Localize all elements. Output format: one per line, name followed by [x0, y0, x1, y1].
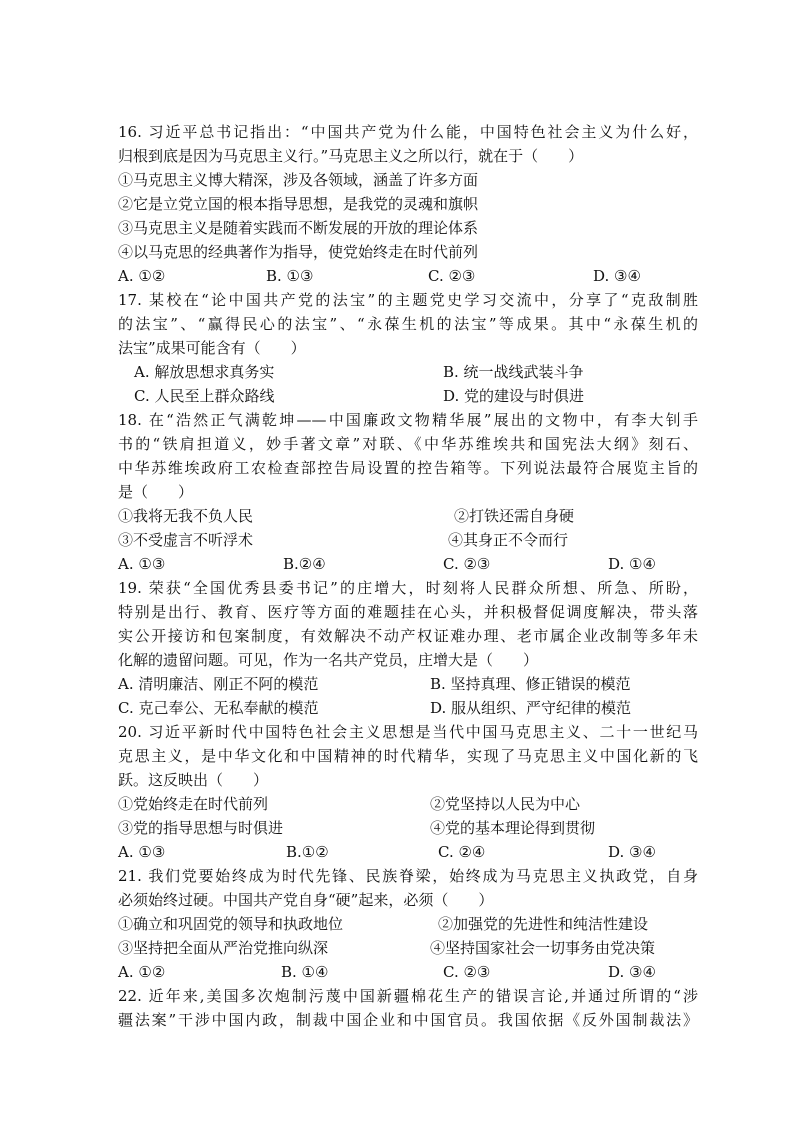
option-b: B.①②: [286, 843, 329, 861]
option-d: D. 党的建设与时俱进: [443, 387, 585, 405]
exam-page: [118, 120, 698, 1032]
question-stem-line: 实公开接访和包案制度，有效解决不动产权证难办理、老市属企业改制等多年未: [118, 627, 698, 645]
option-a: A. ①②: [118, 267, 166, 285]
question-stem-line: 19. 荣获“全国优秀县委书记”的庄增大，时刻将人民群众所想、所急、所盼，: [118, 579, 698, 597]
option-d: D. ①④: [608, 555, 656, 573]
question-stem-line: 疆法案”干涉中国内政，制裁中国企业和中国官员。我国依据《反外国制裁法》: [118, 1011, 698, 1029]
statement: ①我将无我不负人民: [118, 507, 254, 525]
statement: ②党坚持以人民为中心: [430, 795, 581, 813]
statement-row: [118, 912, 698, 936]
option-d: D. 服从组织、严守纪律的模范: [430, 699, 632, 717]
statement-row: [118, 816, 698, 840]
option-c: C. ②③: [428, 267, 476, 285]
option-row: [118, 384, 698, 408]
question-17: [118, 288, 698, 408]
question-stem-line: 中华苏维埃政府工农检查部控告局设置的控告箱等。下列说法最符合展览主旨的: [118, 459, 698, 477]
question-16: [118, 120, 698, 288]
statement: ③马克思主义是随着实践而不断发展的开放的理论体系: [118, 219, 479, 237]
statement: ①确立和巩固党的领导和执政地位: [118, 915, 344, 933]
question-stem-line: 特别是出行、教育、医疗等方面的难题挂在心头，并积极督促调度解决，带头落: [118, 603, 698, 621]
option-b: B. ①③: [266, 267, 314, 285]
statement: ④以马克思的经典著作为指导，使党始终走在时代前列: [118, 243, 479, 261]
question-stem-line: 17. 某校在“论中国共产党的法宝”的主题党史学习交流中，分享了“克敌制胜: [118, 291, 698, 309]
option-c: C. ②④: [438, 843, 486, 861]
option-c: C. ②③: [443, 555, 491, 573]
option-row: [118, 264, 698, 288]
option-b: B.②④: [283, 555, 326, 573]
statement: ③坚持把全面从严治党推向纵深: [118, 939, 329, 957]
question-stem-line: 跃。这反映出（ ）: [118, 771, 269, 789]
statement-row: [118, 792, 698, 816]
option-c: C. 克己奉公、无私奉献的模范: [118, 699, 319, 717]
statement: ②加强党的先进性和纯洁性建设: [438, 915, 649, 933]
question-20: [118, 720, 698, 864]
statement-row: [118, 528, 698, 552]
option-a: A. ①③: [118, 843, 166, 861]
question-21: [118, 864, 698, 984]
question-stem-line: 是（ ）: [118, 483, 194, 501]
question-stem-line: 18. 在“浩然正气满乾坤——中国廉政文物精华展”展出的文物中，有李大钊手: [118, 411, 698, 429]
option-row: [118, 552, 698, 576]
question-stem-line: 必须始终过硬。中国共产党自身“硬”起来，必须（ ）: [118, 891, 494, 909]
question-stem-line: 克思主义，是中华文化和中国精神的时代精华，实现了马克思主义中国化新的飞: [118, 747, 698, 765]
statement: ①党始终走在时代前列: [118, 795, 269, 813]
question-19: [118, 576, 698, 720]
option-b: B. 坚持真理、修正错误的模范: [430, 675, 631, 693]
statement: ③不受虚言不听浮术: [118, 531, 254, 549]
option-b: B. 统一战线武装斗争: [443, 363, 584, 381]
option-a: A. ①③: [118, 555, 166, 573]
question-stem-line: 的法宝”、“赢得民心的法宝”、“永葆生机的法宝”等成果。其中“永葆生机的: [118, 315, 698, 333]
question-stem-line: 21. 我们党要始终成为时代先锋、民族脊梁，始终成为马克思主义执政党，自身: [118, 867, 698, 885]
option-d: D. ③④: [608, 963, 656, 981]
option-row: [118, 360, 698, 384]
option-row: [118, 840, 698, 864]
option-a: A. ①②: [118, 963, 166, 981]
statement-row: [118, 936, 698, 960]
statement: ④其身正不令而行: [448, 531, 569, 549]
statement: ④坚持国家社会一切事务由党决策: [430, 939, 656, 957]
question-stem-line: 归根到底是因为马克思主义行。”马克思主义之所以行，就在于（ ）: [118, 147, 584, 165]
option-c: C. 人民至上群众路线: [134, 387, 275, 405]
option-a: A. 清明廉洁、刚正不阿的模范: [118, 675, 319, 693]
statement: ②它是立党立国的根本指导思想，是我党的灵魂和旗帜: [118, 195, 479, 213]
question-stem-line: 20. 习近平新时代中国特色社会主义思想是当代中国马克思主义、二十一世纪马: [118, 723, 698, 741]
option-d: D. ③④: [593, 267, 641, 285]
statement: ③党的指导思想与时俱进: [118, 819, 284, 837]
option-c: C. ②③: [443, 963, 491, 981]
question-stem-line: 化解的遗留问题。可见，作为一名共产党员，庄增大是（ ）: [118, 651, 539, 669]
statement: ①马克思主义博大精深，涉及各领域，涵盖了许多方面: [118, 171, 479, 189]
question-22: [118, 984, 698, 1032]
question-stem-line: 16. 习近平总书记指出：“中国共产党为什么能，中国特色社会主义为什么好，: [118, 123, 698, 141]
statement: ②打铁还需自身硬: [454, 507, 575, 525]
option-row: [118, 696, 698, 720]
option-row: [118, 672, 698, 696]
option-d: D. ③④: [608, 843, 656, 861]
statement: ④党的基本理论得到贯彻: [430, 819, 596, 837]
question-18: [118, 408, 698, 576]
option-row: [118, 960, 698, 984]
statement-row: [118, 504, 698, 528]
option-a: A. 解放思想求真务实: [134, 363, 275, 381]
question-stem-line: 书的“铁肩担道义，妙手著文章”对联、《中华苏维埃共和国宪法大纲》刻石、: [118, 435, 698, 453]
question-stem-line: 法宝”成果可能含有（ ）: [118, 339, 306, 357]
question-stem-line: 22. 近年来,美国多次炮制污蔑中国新疆棉花生产的错误言论,并通过所谓的“涉: [118, 987, 698, 1005]
option-b: B. ①④: [281, 963, 329, 981]
